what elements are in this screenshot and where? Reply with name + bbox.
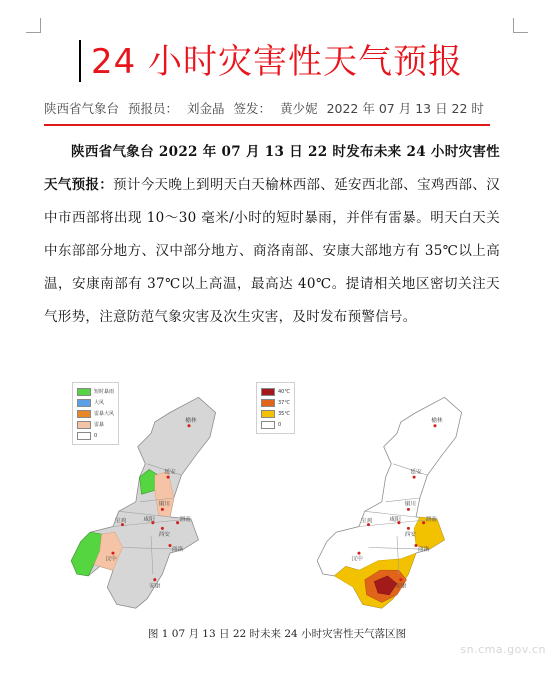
- crop-mark-top-right: [513, 18, 528, 33]
- legend-item: [77, 419, 114, 430]
- city-label-xian-right: 西安: [404, 532, 416, 538]
- city-label-shangluo-right: 商洛: [417, 547, 430, 554]
- legend-swatch: [77, 388, 91, 396]
- forecast-figure: [56, 376, 496, 622]
- legend-swatch: [77, 421, 91, 429]
- legend-item: [77, 386, 114, 397]
- legend-label: 40℃: [278, 388, 290, 395]
- city-label-yulin-right: 榆林: [431, 418, 443, 424]
- rain-thunder-legend: [72, 382, 119, 445]
- watermark: sn.cma.gov.cn: [460, 643, 546, 656]
- figure-caption: 图 1 07 月 13 日 22 时未来 24 小时灾害性天气落区图: [147, 628, 407, 640]
- city-label-hanzhong-left: 汉中: [105, 556, 117, 563]
- legend-swatch: [77, 432, 91, 440]
- forecast-paragraph: [44, 136, 500, 334]
- rain-area-southwest: [71, 532, 101, 576]
- header-forecaster-label: 预报员：: [128, 101, 179, 116]
- temperature-legend: [256, 382, 295, 434]
- header-rule: [44, 124, 490, 126]
- legend-label: 大风: [94, 400, 105, 406]
- high-temperature-map: [302, 382, 492, 614]
- header-agency: 陕西省气象台: [44, 101, 120, 116]
- legend-swatch: [261, 410, 275, 418]
- city-label-xian-left: 西安: [158, 532, 170, 538]
- legend-item: [261, 408, 290, 419]
- legend-swatch: [261, 399, 275, 407]
- city-label-baoji-left: 宝鸡: [114, 518, 127, 525]
- legend-item: [77, 397, 114, 408]
- city-label-yanan-right: 延安: [410, 469, 422, 476]
- legend-item: [261, 397, 290, 408]
- city-label-baoji-right: 宝鸡: [360, 518, 373, 525]
- header-signer-label: 签发：: [233, 101, 272, 116]
- legend-label: 0: [278, 421, 282, 428]
- city-label-shangluo-left: 商洛: [171, 547, 184, 554]
- legend-swatch: [261, 421, 275, 429]
- city-label-weinan-left: 渭南: [179, 516, 191, 523]
- legend-label: 短时暴雨: [94, 389, 115, 395]
- city-label-weinan-right: 渭南: [425, 516, 437, 523]
- crop-mark-top-left: [26, 18, 41, 33]
- forecast-text: 预计今天晚上到明天白天榆林西部、延安西北部、宝鸡西部、汉中市西部将出现 10～30 毫米/小时的短时暴雨，并伴有雷暴。明天白天关中东部部分地方、汉中部分地方、商洛南部、安康大部地方有 35℃以上高温，安康南部有 37℃以上高温，最高达 40℃。提请相关地区密切关注天气形势，注意防范气象灾害及次生灾害，及时发布预警信号。: [44, 177, 500, 325]
- city-label-tongchuan-left: 铜川: [158, 501, 170, 508]
- document-title: 24 小时灾害性天气预报: [90, 42, 464, 82]
- header-signer: 黄少妮: [280, 101, 318, 116]
- legend-swatch: [261, 388, 275, 396]
- city-label-tongchuan-right: 铜川: [404, 501, 416, 508]
- city-label-yanan-left: 延安: [164, 469, 176, 476]
- legend-label: 雷暴: [94, 422, 105, 428]
- legend-label: 35℃: [278, 410, 290, 417]
- legend-label: 0: [94, 432, 98, 439]
- city-label-xianyang-right: 咸阳: [389, 516, 401, 523]
- header-forecaster: 刘金晶: [187, 101, 225, 116]
- city-label-yulin-left: 榆林: [185, 418, 197, 424]
- forecast-lead: 陕西省气象台 2022 年 07 月 13 日 22 时发布未来 24 小时灾害性天气预报：: [44, 144, 500, 193]
- legend-swatch: [77, 399, 91, 407]
- city-label-ankang-left: 安康: [149, 583, 161, 590]
- city-label-hanzhong-right: 汉中: [351, 556, 363, 563]
- city-label-xianyang-left: 咸阳: [143, 516, 155, 523]
- city-label-ankang-right: 安康: [395, 583, 407, 590]
- legend-item: [261, 386, 290, 397]
- legend-label: 37℃: [278, 399, 290, 406]
- legend-item: [77, 430, 114, 441]
- legend-item: [261, 419, 290, 430]
- legend-swatch: [77, 410, 91, 418]
- header-info: [44, 101, 494, 117]
- legend-item: [77, 408, 114, 419]
- header-datetime: 2022 年 07 月 13 日 22 时: [326, 101, 484, 116]
- legend-label: 雷暴大风: [94, 411, 115, 417]
